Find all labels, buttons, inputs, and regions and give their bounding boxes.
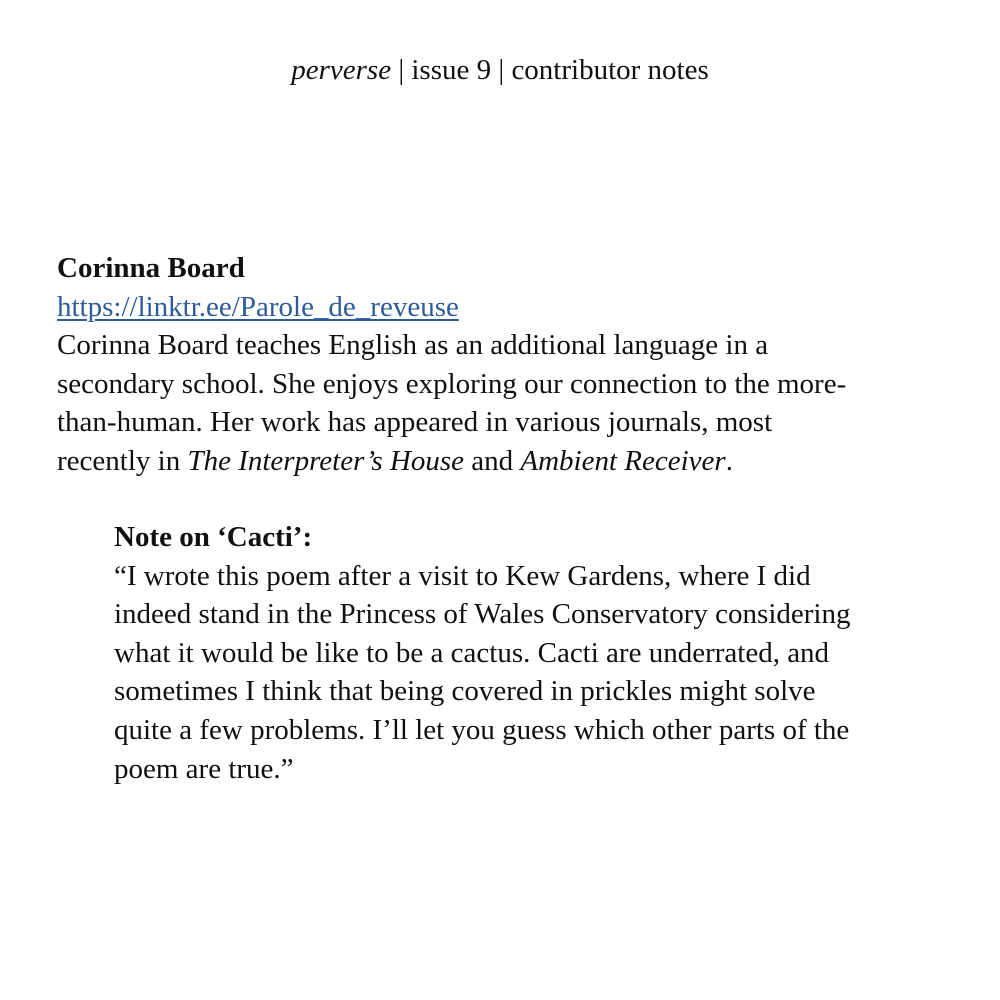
bio-line: secondary school. She enjoys exploring our connection to the more- [57,367,847,400]
contributor-name: Corinna Board [57,252,245,284]
issue-label: issue 9 [411,54,492,86]
note-title: Note on ‘Cacti’: [114,521,313,553]
note-line: indeed stand in the Princess of Wales Conservatory considering [114,598,851,631]
contributor-link[interactable]: https://linktr.ee/Parole_de_reveuse [57,290,459,323]
note-line: quite a few problems. I’ll let you guess which other parts of the [114,713,850,746]
section-label: contributor notes [511,54,709,86]
poem-note [114,518,974,788]
header-separator: | [391,54,412,86]
note-line: poem are true.” [114,752,294,785]
header-separator: | [491,54,512,86]
note-line: sometimes I think that being covered in prickles might solve [114,675,816,708]
page-header [0,50,1000,90]
note-line: “I wrote this poem after a visit to Kew Gardens, where I did [114,559,811,592]
contributor-bio [57,249,957,481]
bio-line-last [57,442,957,481]
bio-line: Corinna Board teaches English as an additional language in a [57,329,769,362]
note-line: what it would be like to be a cactus. Cacti are underrated, and [114,636,830,669]
journal-title: Ambient Receiver [520,444,726,477]
bio-text: . [725,444,733,477]
journal-title: The Interpreter’s House [187,444,465,477]
magazine-title: perverse [291,54,392,86]
bio-text: recently in [57,444,188,477]
bio-line: than-human. Her work has appeared in various journals, most [57,406,773,439]
bio-text: and [464,444,521,477]
